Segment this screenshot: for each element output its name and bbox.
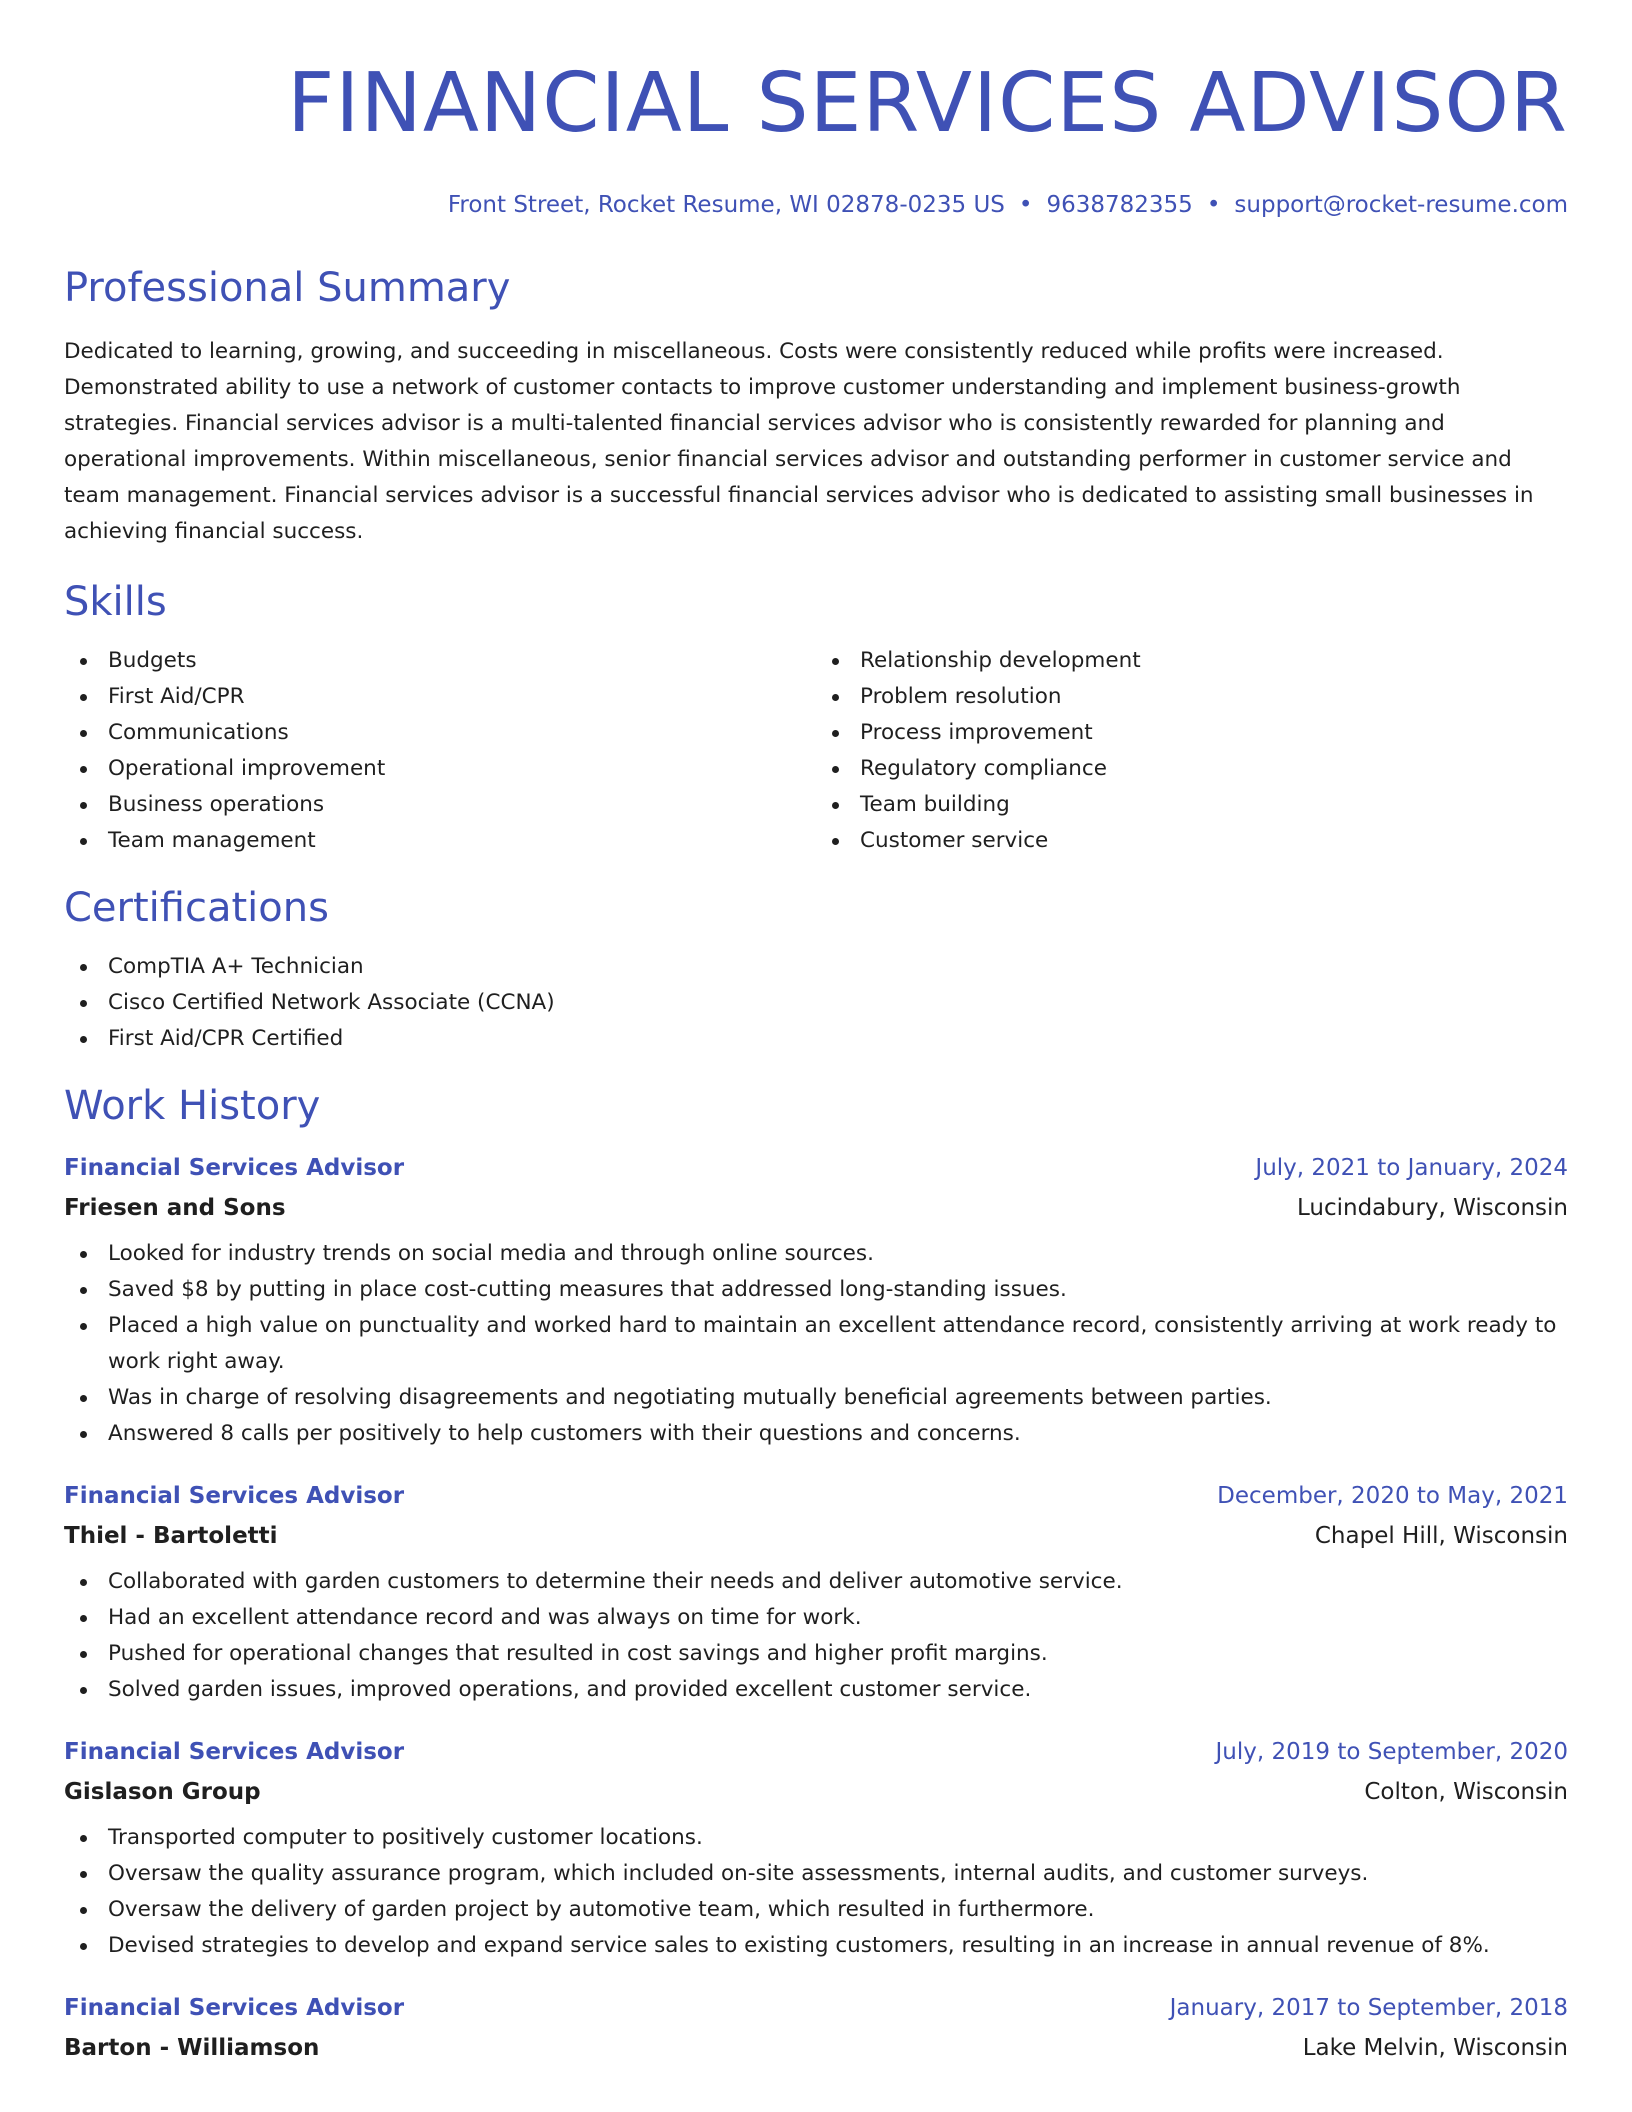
job-title: Financial Services Advisor <box>64 1739 405 1765</box>
job-location: Lucindabury, Wisconsin <box>1296 1195 1568 1221</box>
job-company-row <box>64 1772 1568 1812</box>
job-header-row <box>64 1732 1568 1772</box>
skill-item: Customer service <box>816 823 1568 859</box>
job-bullet: Solved garden issues, improved operations, and provided excellent customer service. <box>64 1672 1568 1708</box>
job-bullet: Placed a high value on punctuality and worked hard to maintain an excellent attendance record, consistently arriving at work ready to work right away. <box>64 1308 1568 1380</box>
job-title: Financial Services Advisor <box>64 1995 405 2021</box>
work-history-heading: Work History <box>64 1083 321 1129</box>
summary-heading: Professional Summary <box>64 265 511 311</box>
skill-item: Process improvement <box>816 715 1568 751</box>
job-entry <box>64 1148 1568 1452</box>
summary-section <box>64 264 1568 550</box>
skills-columns <box>64 643 1568 859</box>
skill-item: Problem resolution <box>816 679 1568 715</box>
skill-item: Relationship development <box>816 643 1568 679</box>
contact-phone[interactable]: 9638782355 <box>1046 192 1193 218</box>
certification-item: First Aid/CPR Certified <box>64 1021 1568 1057</box>
job-bullet: Had an excellent attendance record and was always on time for work. <box>64 1600 1568 1636</box>
job-company: Gislason Group <box>64 1779 261 1805</box>
contact-line <box>64 190 1568 220</box>
contact-separator: • <box>1018 192 1033 218</box>
job-location: Lake Melvin, Wisconsin <box>1302 2035 1568 2061</box>
certification-item: CompTIA A+ Technician <box>64 949 1568 985</box>
contact-separator: • <box>1206 192 1221 218</box>
contact-address: Front Street, Rocket Resume, WI 02878-0235 US <box>447 192 1005 218</box>
certifications-section <box>64 884 1568 1057</box>
job-bullet: Transported computer to positively customer locations. <box>64 1820 1568 1856</box>
job-header-row <box>64 1148 1568 1188</box>
job-bullets <box>64 1236 1568 1452</box>
job-bullet: Looked for industry trends on social media and through online sources. <box>64 1236 1568 1272</box>
job-dates: July, 2019 to September, 2020 <box>1215 1739 1568 1765</box>
job-location: Chapel Hill, Wisconsin <box>1314 1523 1568 1549</box>
skills-heading: Skills <box>64 579 167 625</box>
job-bullet: Oversaw the delivery of garden project by automotive team, which resulted in furthermore. <box>64 1892 1568 1928</box>
job-company-row <box>64 1516 1568 1556</box>
job-company: Barton - Williamson <box>64 2035 320 2061</box>
certification-item: Cisco Certified Network Associate (CCNA) <box>64 985 1568 1021</box>
job-entry <box>64 1476 1568 1708</box>
skills-list-right <box>816 643 1568 859</box>
job-bullets <box>64 1564 1568 1708</box>
skill-item: Business operations <box>64 787 816 823</box>
job-bullet: Oversaw the quality assurance program, which included on-site assessments, internal audits, and customer surveys. <box>64 1856 1568 1892</box>
job-company-row <box>64 1188 1568 1228</box>
summary-text: Dedicated to learning, growing, and succeeding in miscellaneous. Costs were consistently reduced while profits were increased. Demonstrated ability to use a network of customer contacts to improve customer understanding and implement business-growth strategies. Financial services advisor is a multi-talented financial services advisor who is consistently rewarded for planning and operational improvements. Within miscellaneous, senior financial services advisor and outstanding performer in customer service and team management. Financial services advisor is a successful financial services advisor who is dedicated to assisting small businesses in achieving financial success. <box>64 339 1534 544</box>
job-entry <box>64 1732 1568 1964</box>
skill-item: Team management <box>64 823 816 859</box>
job-header-row <box>64 1988 1568 2028</box>
skills-list-left <box>64 643 816 859</box>
skill-item: Communications <box>64 715 816 751</box>
job-bullets <box>64 1820 1568 1964</box>
resume-name: FINANCIAL SERVICES ADVISOR <box>287 56 1568 151</box>
job-header-row <box>64 1476 1568 1516</box>
skill-item: Regulatory compliance <box>816 751 1568 787</box>
work-history-section <box>64 1082 1568 2068</box>
job-bullet: Pushed for operational changes that resulted in cost savings and higher profit margins. <box>64 1636 1568 1672</box>
job-dates: January, 2017 to September, 2018 <box>1169 1995 1568 2021</box>
contact-email[interactable]: support@rocket-resume.com <box>1234 192 1568 218</box>
job-company-row <box>64 2028 1568 2068</box>
job-bullet: Collaborated with garden customers to determine their needs and deliver automotive service. <box>64 1564 1568 1600</box>
job-location: Colton, Wisconsin <box>1364 1779 1568 1805</box>
job-dates: July, 2021 to January, 2024 <box>1255 1155 1568 1181</box>
job-company: Friesen and Sons <box>64 1195 286 1221</box>
job-bullet: Devised strategies to develop and expand service sales to existing customers, resulting in an increase in annual revenue of 8%. <box>64 1928 1568 1964</box>
skill-item: Operational improvement <box>64 751 816 787</box>
job-bullet: Saved $8 by putting in place cost-cutting measures that addressed long-standing issues. <box>64 1272 1568 1308</box>
job-bullet: Was in charge of resolving disagreements and negotiating mutually beneficial agreements between parties. <box>64 1380 1568 1416</box>
skill-item: Budgets <box>64 643 816 679</box>
job-title: Financial Services Advisor <box>64 1155 405 1181</box>
skill-item: Team building <box>816 787 1568 823</box>
skill-item: First Aid/CPR <box>64 679 816 715</box>
job-bullet: Answered 8 calls per positively to help customers with their questions and concerns. <box>64 1416 1568 1452</box>
job-entry <box>64 1988 1568 2068</box>
skills-section <box>64 578 1568 859</box>
certifications-heading: Certifications <box>64 885 329 931</box>
certifications-list <box>64 949 1568 1057</box>
job-company: Thiel - Bartoletti <box>64 1523 278 1549</box>
job-title: Financial Services Advisor <box>64 1483 405 1509</box>
job-dates: December, 2020 to May, 2021 <box>1217 1483 1568 1509</box>
